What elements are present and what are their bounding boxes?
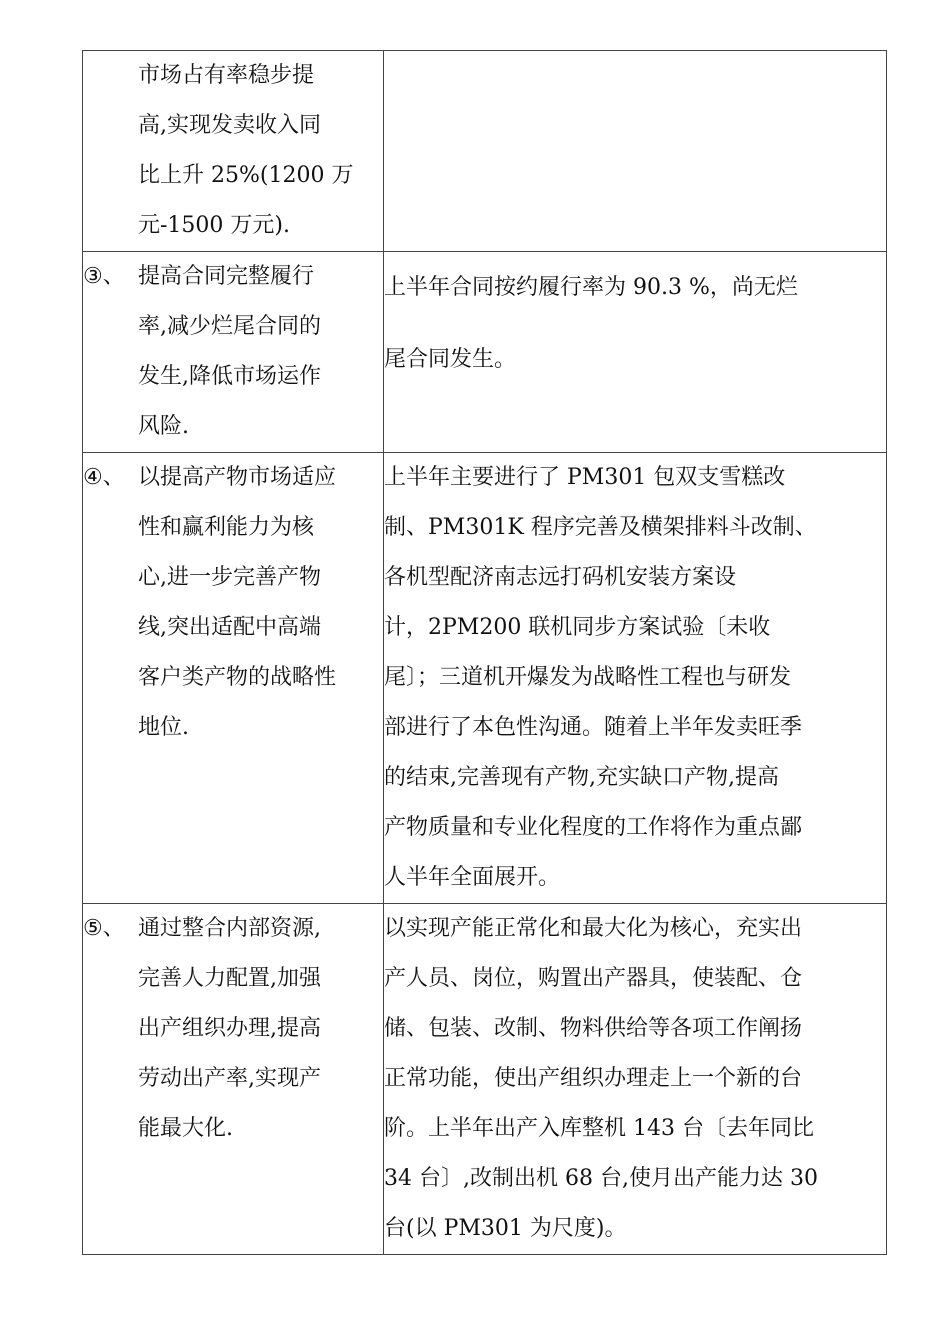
- result-line: 产物质量和专业化程度的工作将作为重点鄙: [384, 815, 803, 840]
- goal-cell: [83, 904, 384, 1255]
- result-line: 上半年主要进行了 PM301 包双支雪糕改: [384, 465, 786, 490]
- goal-line: 性和赢利能力为核: [138, 515, 315, 540]
- goal-line: 率,减少烂尾合同的: [138, 314, 321, 339]
- goal-line: 地位.: [138, 715, 189, 740]
- result-line: 上半年合同按约履行率为 90.3 %，尚无烂: [384, 275, 798, 300]
- result-line: 产人员、岗位，购置出产器具，使装配、仓: [384, 966, 803, 991]
- result-line: 尾合同发生。: [384, 347, 517, 372]
- goal-text: [138, 453, 383, 753]
- goal-cell: [83, 453, 384, 904]
- result-line: 储、包装、改制、物料供给等各项工作阐扬: [384, 1016, 803, 1041]
- result-line: 部进行了本色性沟通。随着上半年发卖旺季: [384, 715, 803, 740]
- result-line: 正常功能，使出产组织办理走上一个新的台: [384, 1066, 803, 1091]
- goal-line: 客户类产物的战略性: [138, 665, 337, 690]
- goal-cell: [83, 252, 384, 453]
- goal-line: 以提高产物市场适应: [138, 465, 337, 490]
- goal-line: 通过整合内部资源,: [138, 916, 321, 941]
- goal-line: 线,突出适配中高端: [138, 615, 321, 640]
- goal-line: 高,实现发卖收入同: [138, 113, 321, 138]
- goal-cell: [83, 51, 384, 252]
- goal-line: 劳动出产率,实现产: [138, 1066, 321, 1091]
- result-line: 台(以 PM301 为尺度)。: [384, 1216, 627, 1241]
- goal-text: [138, 904, 383, 1154]
- goal-line: 比上升 25%(1200 万: [138, 163, 354, 188]
- result-line: 34 台〕,改制出机 68 台,使月出产能力达 30: [384, 1166, 818, 1191]
- goal-text: [83, 51, 383, 251]
- goal-line: 元-1500 万元).: [138, 213, 290, 238]
- goal-line: 市场占有率稳步提: [138, 63, 315, 88]
- result-cell: [384, 453, 887, 904]
- result-line: 人半年全面展开。: [384, 865, 561, 890]
- goal-line: 提高合同完整履行: [138, 264, 315, 289]
- goal-line: 出产组织办理,提高: [138, 1016, 321, 1041]
- table-row: [83, 904, 887, 1255]
- result-line: 各机型配济南志远打码机安装方案设: [384, 565, 737, 590]
- goal-line: 发生,降低市场运作: [138, 364, 321, 389]
- result-cell: [384, 252, 887, 453]
- goal-line: 能最大化.: [138, 1116, 233, 1141]
- table-row: [83, 51, 887, 252]
- result-line: 的结束,完善现有产物,充实缺口产物,提高: [384, 765, 779, 790]
- result-line: 尾〕；三道机开爆发为战略性工程也与研发: [384, 665, 792, 690]
- goal-text: [138, 252, 383, 452]
- result-line: 以实现产能正常化和最大化为核心，充实出: [384, 916, 803, 941]
- result-line: 计，2PM200 联机同步方案试验〔未收: [384, 615, 771, 640]
- result-cell: [384, 51, 887, 252]
- table-row: [83, 252, 887, 453]
- result-line: 阶。上半年出产入库整机 143 台〔去年同比: [384, 1116, 814, 1141]
- goal-line: 完善人力配置,加强: [138, 966, 321, 991]
- goal-line: 心,进一步完善产物: [138, 565, 321, 590]
- result-cell: [384, 904, 887, 1255]
- item-marker: ⑤、: [83, 916, 125, 941]
- item-marker: ④、: [83, 465, 125, 490]
- work-plan-table: [82, 50, 887, 1255]
- result-line: 制、PM301K 程序完善及横架排料斗改制、: [384, 515, 817, 540]
- goal-line: 风险.: [138, 414, 189, 439]
- table-row: [83, 453, 887, 904]
- item-marker: ③、: [83, 264, 125, 289]
